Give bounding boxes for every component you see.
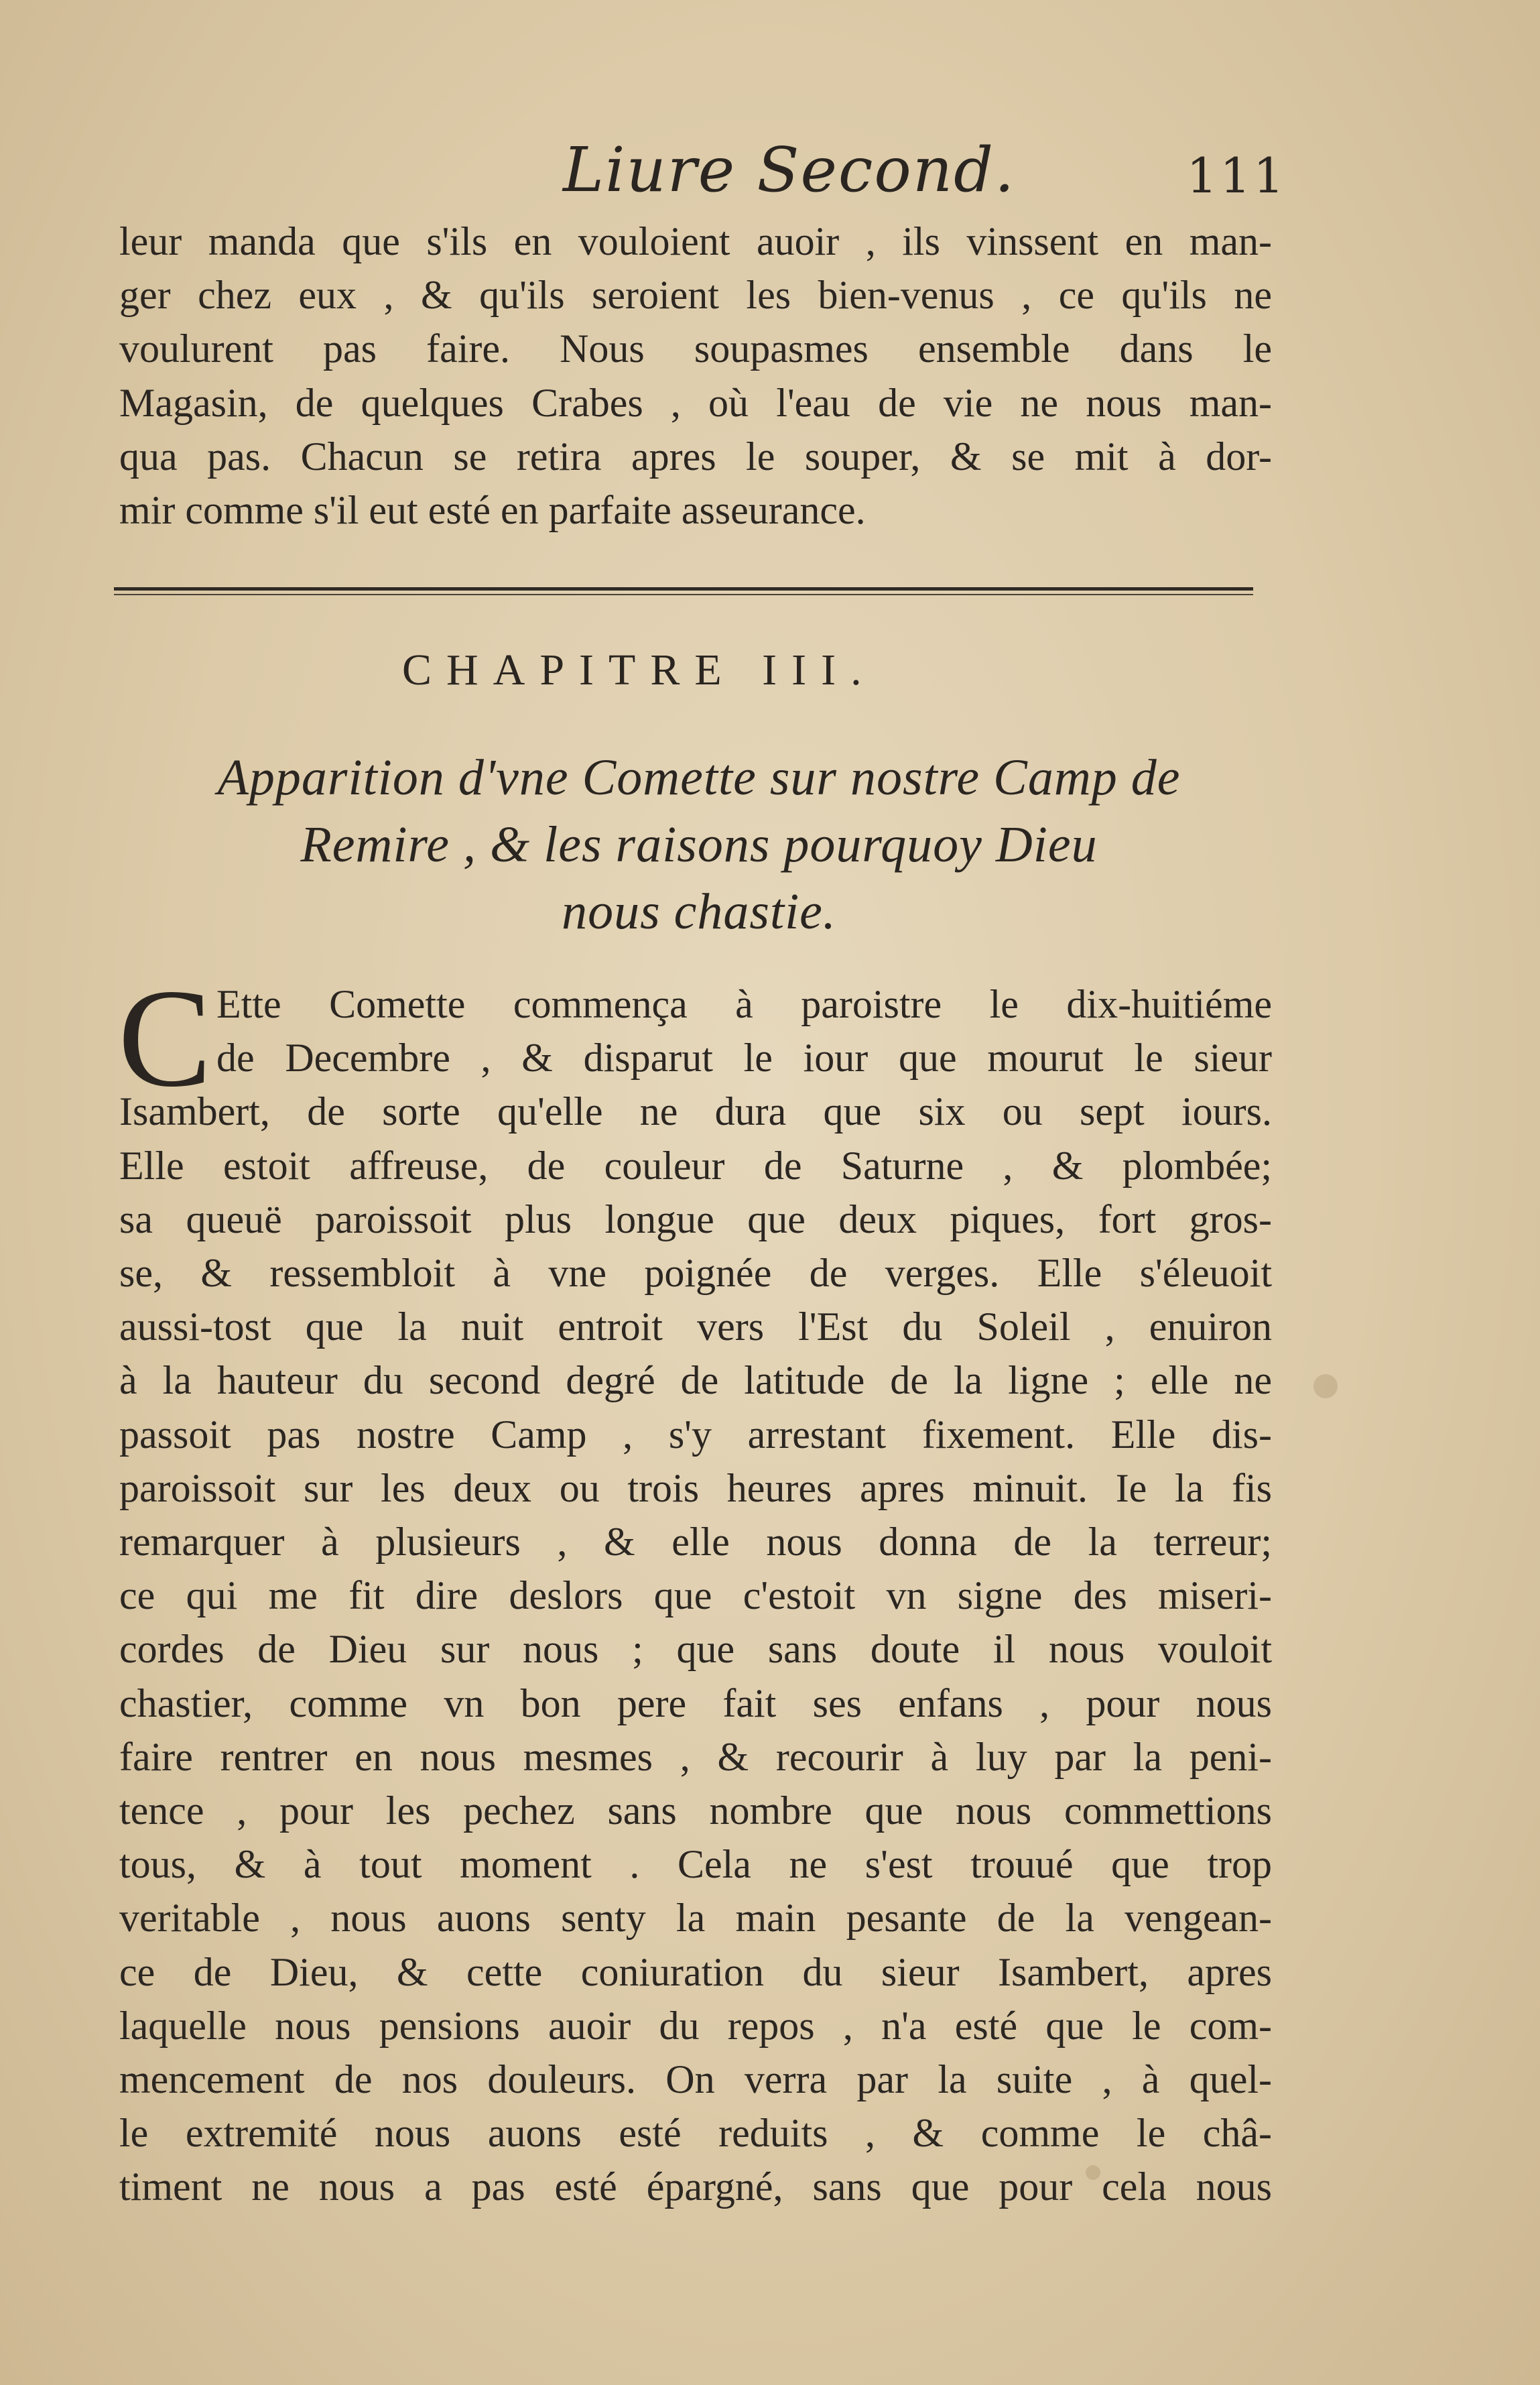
- text-line: cordes de Dieu sur nous ; que sans doute il nous vouloit: [119, 1627, 1272, 1672]
- text-line: timent ne nous a pas esté épargné, sans que pour cela nous: [119, 2164, 1272, 2209]
- text-line: se, & ressembloit à vne poignée de verges. Elle s'éleuoit: [119, 1251, 1272, 1296]
- subtitle-line: nous chastie.: [562, 883, 836, 940]
- drop-cap: C: [118, 961, 212, 1116]
- text-line: paroissoit sur les deux ou trois heures apres minuit. Ie la fis: [119, 1465, 1272, 1510]
- chapter-body: [119, 977, 1272, 2214]
- section-rule-thin: [114, 594, 1253, 595]
- running-head: [121, 121, 1287, 215]
- text-line: Magasin, de quelques Crabes , où l'eau de vie ne nous man-: [119, 380, 1272, 425]
- text-line: qua pas. Chacun se retira apres le souper, & se mit à dor-: [119, 434, 1272, 479]
- text-line: voulurent pas faire. Nous soupasmes ensemble dans le: [119, 326, 1272, 371]
- text-line: ce de Dieu, & cette coniuration du sieur Isambert, apres: [119, 1949, 1272, 1994]
- text-line: ce qui me fit dire deslors que c'estoit vn signe des miseri-: [119, 1573, 1272, 1618]
- text-line: de Decembre , & disparut le iour que mourut le sieur: [216, 1036, 1272, 1081]
- text-line: passoit pas nostre Camp , s'y arrestant fixement. Elle dis-: [119, 1412, 1272, 1457]
- text-line: à la hauteur du second degré de latitude de la ligne ; elle ne: [119, 1358, 1272, 1403]
- text-line: tous, & à tout moment . Cela ne s'est trouué que trop: [119, 1842, 1272, 1887]
- text-line: chastier, comme vn bon pere fait ses enfans , pour nous: [119, 1680, 1272, 1725]
- text-line: aussi-tost que la nuit entroit vers l'Est du Soleil , enuiron: [119, 1304, 1272, 1349]
- subtitle-line: Remire , & les raisons pourquoy Dieu: [300, 816, 1098, 873]
- page-number: 111: [1186, 147, 1287, 204]
- text-line: veritable , nous auons senty la main pesante de la vengean-: [119, 1896, 1272, 1941]
- text-line: sa queuë paroissoit plus longue que deux piques, fort gros-: [119, 1197, 1272, 1241]
- section-rule: [114, 587, 1253, 591]
- text-line: Elle estoit affreuse, de couleur de Saturne , & plombée;: [119, 1143, 1272, 1188]
- paper-stain: [1313, 1374, 1338, 1398]
- chapter-heading: CHAPITRE III.: [402, 646, 877, 694]
- text-line: Ette Comette commença à paroistre le dix-huitiéme: [216, 982, 1272, 1026]
- text-line: ger chez eux , & qu'ils seroient les bien-venus , ce qu'ils ne: [119, 273, 1272, 318]
- intro-paragraph: [119, 215, 1272, 537]
- chapter-subtitle: [119, 744, 1279, 945]
- text-line: mencement de nos douleurs. On verra par la suite , à quel-: [119, 2057, 1272, 2102]
- text-line: Isambert, de sorte qu'elle ne dura que six ou sept iours.: [119, 1089, 1272, 1134]
- text-line: remarquer à plusieurs , & elle nous donna de la terreur;: [119, 1520, 1272, 1565]
- text-line: tence , pour les pechez sans nombre que nous commettions: [119, 1788, 1272, 1833]
- text-line: faire rentrer en nous mesmes , & recourir à luy par la peni-: [119, 1734, 1272, 1779]
- subtitle-line: Apparition d'vne Comette sur nostre Camp de: [217, 749, 1181, 806]
- text-line: mir comme s'il eut esté en parfaite asseurance.: [119, 488, 866, 533]
- running-title: Liure Second.: [563, 134, 1016, 206]
- text-line: le extremité nous auons esté reduits , & comme le châ-: [119, 2111, 1272, 2156]
- text-line: laquelle nous pensions auoir du repos , n'a esté que le com-: [119, 2003, 1272, 2048]
- text-line: leur manda que s'ils en vouloient auoir , ils vinssent en man-: [119, 219, 1272, 263]
